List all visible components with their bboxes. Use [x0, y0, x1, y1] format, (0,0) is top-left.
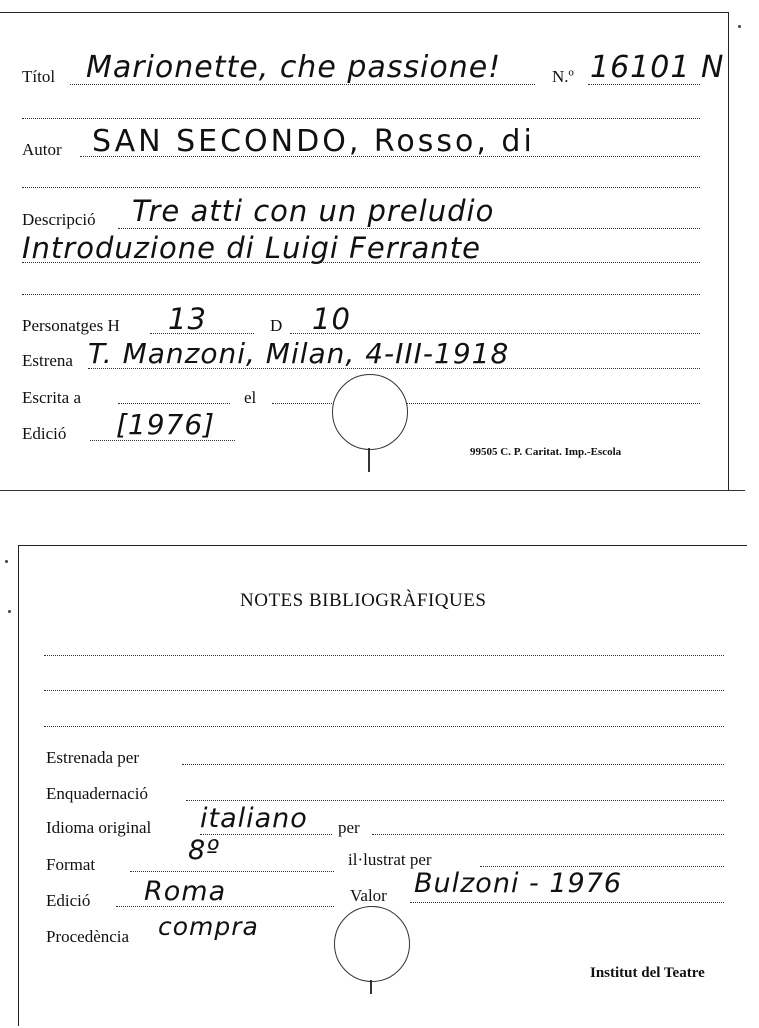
autor-label: Autor: [22, 140, 62, 159]
idioma-per-label: per: [338, 818, 360, 837]
personatges-h-value: 13: [168, 302, 207, 336]
personatges-d-value: 10: [312, 302, 351, 336]
institut-footer: Institut del Teatre: [590, 965, 705, 981]
blank-dotted-line: [44, 690, 724, 691]
blank-dotted-line: [44, 655, 724, 656]
estrena-label: Estrena: [22, 351, 73, 370]
format-dots: [130, 871, 334, 872]
procedencia-value: compra: [158, 912, 259, 941]
valor-value: Bulzoni - 1976: [414, 868, 623, 899]
escrita-label: Escrita a: [22, 388, 81, 407]
enquadernacio-dots: [186, 800, 724, 801]
idioma-label: Idioma original: [46, 818, 152, 837]
blank-dotted-line: [22, 294, 700, 295]
back-edicio-value: Roma: [144, 876, 227, 907]
notes-heading: NOTES BIBLIOGRÀFIQUES: [240, 590, 487, 611]
valor-label: Valor: [350, 886, 387, 905]
scan-speck: [8, 610, 11, 613]
printer-imprint: 99505 C. P. Caritat. Imp.-Escola: [470, 446, 622, 458]
descripcio-label: Descripció: [22, 210, 96, 229]
escrita-el-label: el: [244, 388, 257, 407]
autor-value: SAN SECONDO, Rosso, di: [92, 124, 535, 159]
estrenada-dots: [182, 764, 724, 765]
blank-dotted-line: [44, 726, 724, 727]
enquadernacio-label: Enquadernació: [46, 784, 148, 803]
idioma-value: italiano: [200, 803, 308, 834]
descripcio-line2: Introduzione di Luigi Ferrante: [22, 231, 481, 265]
descripcio-dots: [118, 228, 700, 229]
scan-speck: [5, 560, 8, 563]
procedencia-label: Procedència: [46, 927, 130, 946]
numero-value: 16101 N: [590, 50, 725, 85]
estrenada-label: Estrenada per: [46, 748, 139, 767]
scan-speck: [738, 25, 741, 28]
valor-dots: [410, 902, 724, 903]
blank-dotted-line: [22, 187, 700, 188]
illustrat-dots: [480, 866, 724, 867]
escrita-dots: [118, 403, 230, 404]
edicio-value: [1976]: [116, 408, 216, 441]
numero-label: N.º: [552, 67, 574, 86]
estrena-value: T. Manzoni, Milan, 4-III-1918: [88, 337, 510, 370]
format-label: Format: [46, 855, 96, 874]
punch-hole: [334, 906, 410, 982]
punch-hole-stem: [370, 980, 372, 994]
titol-label: Títol: [22, 67, 56, 86]
punch-hole-stem: [368, 448, 370, 472]
blank-dotted-line: [22, 118, 700, 119]
punch-hole: [332, 374, 408, 450]
idioma-per-dots: [372, 834, 724, 835]
descripcio-line1: Tre atti con un preludio: [132, 194, 495, 228]
back-edicio-label: Edició: [46, 891, 91, 910]
format-value: 8º: [188, 835, 220, 866]
personatges-d-dots: [290, 333, 700, 334]
titol-value: Marionette, che passione!: [86, 50, 502, 85]
personatges-d-label: D: [270, 316, 283, 335]
illustrat-label: il·lustrat per: [348, 850, 432, 869]
card-bottom-edge: [0, 490, 745, 491]
edicio-label: Edició: [22, 424, 67, 443]
personatges-label: Personatges H: [22, 316, 120, 335]
